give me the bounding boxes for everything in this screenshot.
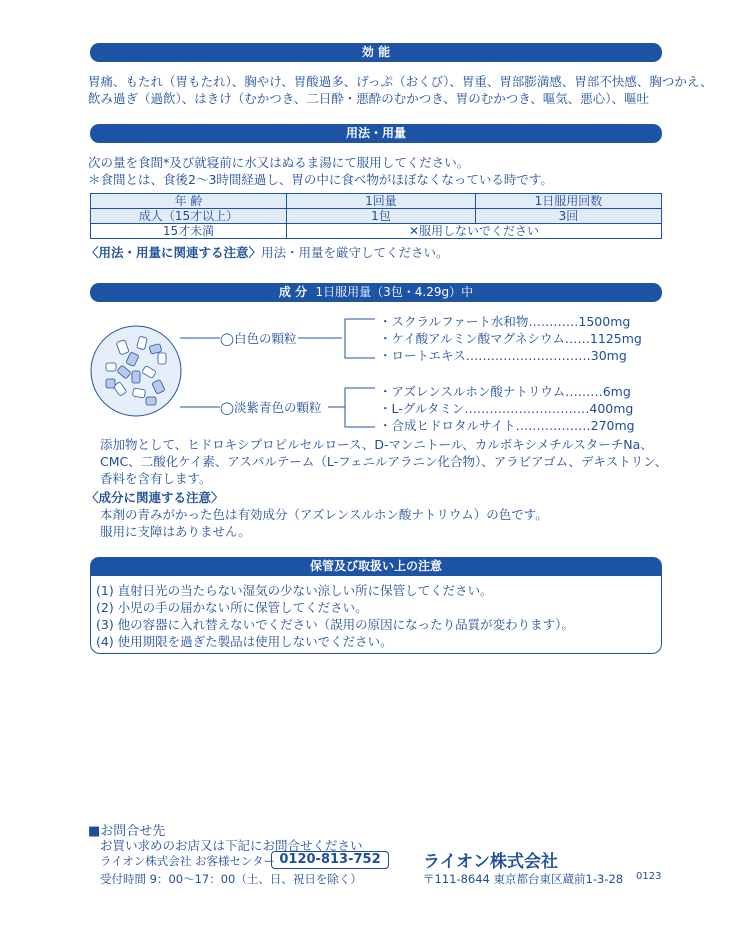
- table-header-age: 年 齢: [91, 194, 287, 209]
- print-code: 0123: [636, 871, 662, 882]
- contact-heading: ■お問合せ先: [88, 824, 166, 839]
- table-cell-adult-times: 3回: [476, 209, 662, 224]
- blue-granule-label: ◯淡紫青色の顆粒: [220, 400, 322, 415]
- ingredient-azulene: ・アズレンスルホン酸ナトリウム………6mg: [379, 384, 631, 399]
- table-cell-child-age: 15才未満: [91, 224, 287, 239]
- efficacy-text-1: 胃痛、もたれ（胃もたれ）、胸やけ、胃酸過多、げっぷ（おくび）、胃重、胃部膨満感、胃部不快感、胸つかえ、: [88, 74, 713, 89]
- storage-header: 保管及び取扱い上の注意: [90, 557, 662, 576]
- table-header-dose: 1回量: [287, 194, 476, 209]
- table-cell-adult-dose: 1包: [287, 209, 476, 224]
- additives-2: CMC、二酸化ケイ素、アスパルテーム（L-フェニルアラニン化合物）、アラビアゴム、デキストリン、: [100, 454, 668, 469]
- ingredient-hydrotalcite: ・合成ヒドロタルサイト………………270mg: [379, 418, 635, 433]
- ingredients-note-2: 服用に支障はありません。: [100, 524, 251, 539]
- additives-3: 香料を含有します。: [100, 471, 212, 486]
- dosage-note: [86, 244, 449, 261]
- company-address: 〒111-8644 東京都台東区蔵前1-3-28: [423, 872, 624, 886]
- ingredients-note-1: 本剤の青みがかった色は有効成分（アズレンスルホン酸ナトリウム）の色です。: [100, 507, 548, 522]
- ingredients-header: 成 分 1日服用量（3包・4.29g）中: [90, 283, 662, 302]
- table-cell-adult-age: 成人（15才以上）: [91, 209, 287, 224]
- contact-line1: お買い求めのお店又は下記にお問合せください: [100, 838, 363, 853]
- company-name: ライオン株式会社: [423, 852, 558, 872]
- contact-hours: 受付時間 9：00〜17：00（土、日、祝日を除く）: [100, 872, 362, 886]
- contact-center: ライオン株式会社 お客様センター: [100, 854, 276, 868]
- dosage-table: [90, 193, 662, 239]
- storage-item-3: (3) 他の容器に入れ替えないでください（誤用の原因になったり品質が変わります）。: [96, 617, 574, 632]
- efficacy-header: 効 能: [90, 43, 662, 62]
- storage-item-1: (1) 直射日光の当たらない湿気の少ない涼しい所に保管してください。: [96, 583, 493, 598]
- storage-item-4: (4) 使用期限を過ぎた製品は使用しないでください。: [96, 634, 393, 649]
- table-cell-child-note: ✕服用しないでください: [287, 224, 662, 239]
- contact-phone: 0120-813-752: [271, 851, 389, 869]
- efficacy-text-2: 飲み過ぎ（過飲）、はきけ（むかつき、二日酔・悪酔のむかつき、胃のむかつき、嘔気、悪心）、嘔吐: [88, 91, 650, 106]
- dosage-text-1: 次の量を食間*及び就寝前に水又はぬるま湯にて服用してください。: [88, 155, 470, 170]
- ingredients-note-label: 〈成分に関連する注意〉: [86, 490, 224, 505]
- additives-1: 添加物として、ヒドロキシプロピルセルロース、D-マンニトール、カルボキシメチルスターチNa、: [100, 437, 653, 452]
- ingredient-glutamine: ・L-グルタミン…………………………400mg: [379, 401, 634, 416]
- ingredient-magnesium: ・ケイ酸アルミン酸マグネシウム……1125mg: [379, 331, 642, 346]
- table-header-times: 1日服用回数: [476, 194, 662, 209]
- granules-illustration: [88, 323, 184, 419]
- dosage-text-2: ＊食間とは、食後2〜3時間経過し、胃の中に食べ物がほぼなくなっている時です。: [88, 172, 553, 187]
- storage-item-2: (2) 小児の手の届かない所に保管してください。: [96, 600, 368, 615]
- dosage-note-text: 用法・用量を厳守してください。: [261, 245, 449, 260]
- ingredient-scopolia: ・ロートエキス…………………………30mg: [379, 348, 627, 363]
- ingredient-sucralfate: ・スクラルファート水和物…………1500mg: [379, 314, 631, 329]
- dosage-header: 用法・用量: [90, 124, 662, 143]
- white-granule-label: ◯白色の顆粒: [220, 331, 297, 346]
- dosage-note-label: 〈用法・用量に関連する注意〉: [86, 245, 262, 260]
